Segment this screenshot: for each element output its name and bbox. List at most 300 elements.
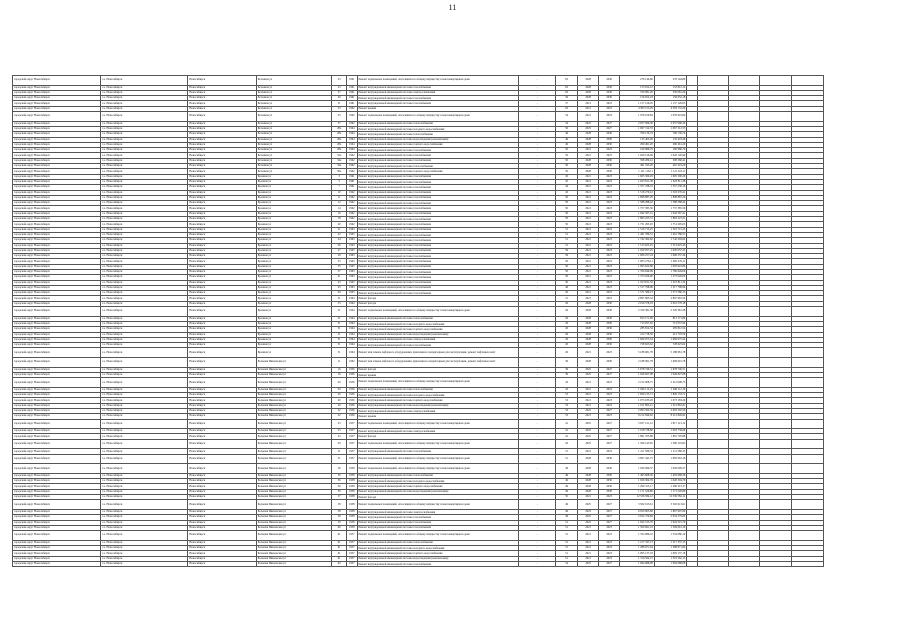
build-year-cell: 1956 [347,387,358,392]
fund-cost-cell: 1 519 715,25 [654,227,687,232]
start-year-cell: 2021 [578,348,599,358]
district-cell: г.о. Новосибирск [101,158,188,163]
dash-cell: - [519,206,556,211]
work-type-cell: Ремонт крыши [357,106,519,111]
total-cost-cell: 1 557 238,16 [620,185,655,190]
total-cost-cell: 285 812,54 [620,327,655,332]
wear-percent-cell: 42 [556,439,578,449]
dash-cell: - [519,248,556,253]
house-number-cell: 7 [332,185,347,190]
start-year-cell: 2021 [578,232,599,237]
end-year-cell: 2030 [599,473,620,478]
empty-cell [697,419,729,429]
dash-cell: - [519,367,556,372]
municipality-cell: городской округ Новосибирск [13,90,101,95]
street-cell: Большая Ивановская ул [256,531,332,541]
end-year-cell: 2023 [599,378,620,388]
street-cell: Большая Ивановская ул [256,403,332,408]
district-cell: г.о. Новосибирск [101,419,188,429]
street-cell: Бронная ул [256,227,332,232]
street-cell: Большая Ивановская ул [256,479,332,484]
house-number-cell: 22 [332,414,347,419]
house-number-cell: 10 [332,190,347,195]
city-cell: Новосибирск [188,343,256,348]
city-cell: Новосибирск [188,393,256,398]
total-cost-cell: 5 188 681,78 [620,348,655,358]
city-cell: Новосибирск [188,372,256,377]
municipality-cell: городской округ Новосибирск [13,185,101,190]
start-year-cell: 2021 [578,291,599,296]
district-cell: г.о. Новосибирск [101,520,188,525]
end-year-cell: 2023 [599,185,620,190]
empty-cell [697,307,729,317]
house-number-cell: 61 [332,546,347,551]
start-year-cell: 2021 [578,387,599,392]
dash-cell: - [519,387,556,392]
street-cell: Большая Ивановская ул [256,520,332,525]
street-cell: Бетонная ул [256,169,332,174]
house-number-cell: 51 [332,348,347,358]
build-year-cell: 1962 [347,222,358,227]
start-year-cell: 2028 [578,321,599,326]
build-year-cell: 1962 [347,358,358,368]
total-cost-cell: 1 517 798,96 [620,285,655,290]
municipality-cell: городской округ Новосибирск [13,280,101,285]
start-year-cell: 2021 [578,264,599,269]
municipality-cell: городской округ Новосибирск [13,479,101,484]
fund-cost-cell: 790 139,74 [654,132,687,137]
house-number-cell: 28а [332,148,347,153]
municipality-cell: городской округ Новосибирск [13,269,101,274]
fund-cost-cell: 2 057 996,30 [654,121,687,126]
district-cell: г.о. Новосибирск [101,316,188,321]
dash-cell: - [519,454,556,464]
work-type-cell: Ремонт внутридомовой инженерной системы газоснабжения [357,148,519,153]
city-cell: Новосибирск [188,76,256,86]
district-cell: г.о. Новосибирск [101,561,188,566]
total-cost-cell: 1 354 080,10 [620,531,655,541]
house-number-cell: 51 [332,307,347,317]
empty-cell [687,112,698,122]
house-number-cell: 28а [332,137,347,142]
empty-cell [759,464,792,474]
house-number-cell: 34а [332,158,347,163]
district-cell: г.о. Новосибирск [101,348,188,358]
house-number-cell: 20 [332,222,347,227]
dash-cell: - [519,429,556,434]
work-type-cell: Ремонт внутридомовой инженерной системы горячего водоснабжения [357,169,519,174]
dash-cell: - [519,307,556,317]
wear-percent-cell: 26 [556,321,578,326]
total-cost-cell: 598 280,41 [620,158,655,163]
district-cell: г.о. Новосибирск [101,403,188,408]
street-cell: Бронная ул [256,316,332,321]
fund-cost-cell: 728 625,62 [654,343,687,348]
wear-percent-cell: 51 [556,551,578,556]
build-year-cell: 1964 [347,327,358,332]
empty-cell [729,419,759,429]
house-number-cell: 11 [332,358,347,368]
city-cell: Новосибирск [188,337,256,342]
end-year-cell: 2023 [599,525,620,530]
municipality-cell: городской округ Новосибирск [13,264,101,269]
build-year-cell: 1963 [347,254,358,259]
start-year-cell: 2021 [578,217,599,222]
build-year-cell: 1964 [347,142,358,147]
municipality-cell: городской округ Новосибирск [13,520,101,525]
total-cost-cell: 1 006 257,24 [620,254,655,259]
start-year-cell: 2028 [578,142,599,147]
end-year-cell: 2023 [599,195,620,200]
empty-cell [759,439,792,449]
house-number-cell: 29 [332,96,347,101]
municipality-cell: городской округ Новосибирск [13,473,101,478]
end-year-cell: 2027 [599,561,620,566]
build-year-cell: 1956 [347,367,358,372]
dash-cell: - [519,393,556,398]
house-number-cell: 29 [332,254,347,259]
municipality-cell: городской округ Новосибирск [13,85,101,90]
start-year-cell: 2021 [578,398,599,403]
wear-percent-cell: 51 [556,232,578,237]
district-cell: г.о. Новосибирск [101,464,188,474]
city-cell: Новосибирск [188,201,256,206]
dash-cell: - [519,434,556,439]
work-type-cell: Ремонт подвальных помещений, относящихся к общему имуществу в многоквартирном доме [357,439,519,449]
dash-cell: - [519,489,556,494]
end-year-cell: 2030 [599,158,620,163]
total-cost-cell: 1 290 313,17 [620,484,655,489]
city-cell: Новосибирск [188,90,256,95]
dash-cell: - [519,185,556,190]
wear-percent-cell: 43 [556,378,578,388]
empty-cell [729,348,759,358]
wear-percent-cell: 51 [556,531,578,541]
house-number-cell: 59 [332,520,347,525]
fund-cost-cell: 1 590 143,65 [654,439,687,449]
fund-cost-cell: 3 502 913,61 [654,500,687,510]
build-year-cell: 1964 [347,126,358,131]
end-year-cell: 2030 [599,321,620,326]
wear-percent-cell: 57 [556,101,578,106]
city-cell: Новосибирск [188,211,256,216]
city-cell: Новосибирск [188,96,256,101]
end-year-cell: 2023 [599,106,620,111]
city-cell: Новосибирск [188,126,256,131]
end-year-cell: 2023 [599,227,620,232]
start-year-cell: 2021 [578,106,599,111]
total-cost-cell: 1 018 738,60 [620,429,655,434]
district-cell: г.о. Новосибирск [101,217,188,222]
wear-percent-cell: 51 [556,546,578,551]
fund-cost-cell: 2 897 963,54 [654,296,687,301]
table-row [13,464,824,474]
district-cell: г.о. Новосибирск [101,190,188,195]
total-cost-cell: 1 217 337,13 [620,540,655,545]
empty-cell [697,439,729,449]
street-cell: Большая Ивановская ул [256,378,332,388]
street-cell: Бронная ул [256,190,332,195]
municipality-cell: городской округ Новосибирск [13,164,101,169]
wear-percent-cell: 50 [556,158,578,163]
fund-cost-cell: 12 536 584,12 [654,495,687,500]
work-type-cell: Ремонт внутридомовой инженерной системы газоснабжения [357,243,519,248]
city-cell: Новосибирск [188,296,256,301]
build-year-cell: 1957 [347,454,358,464]
end-year-cell: 2030 [599,464,620,474]
street-cell: Большая Ивановская ул [256,484,332,489]
street-cell: Большая Ивановская ул [256,367,332,372]
build-year-cell: 1961 [347,85,358,90]
dash-cell: - [519,495,556,500]
house-number-cell: 12 [332,201,347,206]
total-cost-cell: 1 571 580,13 [620,291,655,296]
district-cell: г.о. Новосибирск [101,232,188,237]
district-cell: г.о. Новосибирск [101,556,188,561]
district-cell: г.о. Новосибирск [101,243,188,248]
dash-cell: - [519,449,556,454]
start-year-cell: 2028 [578,358,599,368]
wear-percent-cell: 45 [556,190,578,195]
wear-percent-cell: 54 [556,112,578,122]
empty-cell [687,500,698,510]
empty-cell [687,531,698,541]
fund-cost-cell: 1 867 907,60 [654,509,687,514]
fund-cost-cell: 1 067 312,53 [654,126,687,131]
fund-cost-cell: 1 557 238,16 [654,185,687,190]
house-number-cell: 20 [332,398,347,403]
empty-cell [792,531,824,541]
total-cost-cell: 153 812,12 [620,85,655,90]
fund-cost-cell: 285 812,54 [654,327,687,332]
total-cost-cell: 1 588 288,42 [620,201,655,206]
street-cell: Бронная ул [256,307,332,317]
work-type-cell: Ремонт подвальных помещений, относящихся к общему имуществу в многоквартирном доме [357,76,519,86]
street-cell: Бронная ул [256,269,332,274]
total-cost-cell: 728 625,62 [620,343,655,348]
build-year-cell: 1964 [347,343,358,348]
wear-percent-cell: 49 [556,515,578,520]
work-type-cell: Ремонт крыши [357,372,519,377]
end-year-cell: 2023 [599,190,620,195]
empty-cell [697,464,729,474]
municipality-cell: городской округ Новосибирск [13,254,101,259]
work-type-cell: Ремонт внутридомовой инженерной системы газоснабжения [357,248,519,253]
street-cell: Бронная ул [256,179,332,184]
end-year-cell: 2027 [599,121,620,126]
dash-cell: - [519,238,556,243]
district-cell: г.о. Новосибирск [101,515,188,520]
city-cell: Новосибирск [188,403,256,408]
municipality-cell: городской округ Новосибирск [13,291,101,296]
dash-cell: - [519,546,556,551]
house-number-cell: 37 [332,269,347,274]
wear-percent-cell: 53 [556,409,578,414]
city-cell: Новосибирск [188,316,256,321]
fund-cost-cell: 1 064 688,08 [654,561,687,566]
house-number-cell: 16 [332,211,347,216]
dash-cell: - [519,90,556,95]
fund-cost-cell: 1 354 080,10 [654,531,687,541]
total-cost-cell: 2 188 091,78 [620,358,655,368]
fund-cost-cell: 1 121 118,11 [654,169,687,174]
fund-cost-cell: 212 718,50 [654,332,687,337]
wear-percent-cell: 59 [556,254,578,259]
empty-cell [759,454,792,464]
house-number-cell: 23 [332,419,347,429]
city-cell: Новосибирск [188,307,256,317]
fund-cost-cell: 1 020 126,99 [654,153,687,158]
wear-percent-cell: 53 [556,398,578,403]
municipality-cell: городской округ Новосибирск [13,307,101,317]
street-cell: Большая Ивановская ул [256,561,332,566]
total-cost-cell: 2 054 379,69 [620,515,655,520]
start-year-cell: 2021 [578,206,599,211]
work-type-cell: Ремонт внутридомовой инженерной системы холодного водоснабжения [357,479,519,484]
street-cell: Большая Ивановская ул [256,473,332,478]
street-cell: Бронная ул [256,174,332,179]
house-number-cell: 18 [332,217,347,222]
dash-cell: - [519,285,556,290]
wear-percent-cell: 49 [556,464,578,474]
end-year-cell: 2023 [599,296,620,301]
dash-cell: - [519,101,556,106]
empty-cell [792,358,824,368]
district-cell: г.о. Новосибирск [101,227,188,232]
total-cost-cell: 1 171 526,80 [620,489,655,494]
build-year-cell: 1964 [347,296,358,301]
build-year-cell: 1961 [347,101,358,106]
empty-cell [729,464,759,474]
start-year-cell: 2025 [578,419,599,429]
empty-cell [687,358,698,368]
dash-cell: - [519,169,556,174]
work-type-cell: Ремонт внутридомовой инженерной системы электроснабжения [357,409,519,414]
house-number-cell: 24 [332,238,347,243]
total-cost-cell: 1 121 118,11 [620,169,655,174]
city-cell: Новосибирск [188,179,256,184]
city-cell: Новосибирск [188,531,256,541]
wear-percent-cell: 39 [556,372,578,377]
build-year-cell: 1957 [347,551,358,556]
fund-cost-cell: 1 217 337,13 [654,540,687,545]
district-cell: г.о. Новосибирск [101,434,188,439]
build-year-cell: 1961 [347,96,358,101]
house-number-cell: 20 [332,403,347,408]
dash-cell: - [519,76,556,86]
dash-cell: - [519,121,556,126]
start-year-cell: 2025 [578,434,599,439]
house-number-cell: 32а [332,153,347,158]
city-cell: Новосибирск [188,206,256,211]
work-type-cell: Ремонт подвальных помещений, относящихся к общему имуществу в многоквартирном доме [357,464,519,474]
build-year-cell: 1964 [347,307,358,317]
dash-cell: - [519,337,556,342]
empty-cell [729,307,759,317]
build-year-cell: 1963 [347,264,358,269]
house-number-cell: 61 [332,556,347,561]
total-cost-cell: 276 144,80 [620,76,655,86]
street-cell: Бетонная ул [256,76,332,86]
municipality-cell: городской округ Новосибирск [13,449,101,454]
work-type-cell: Ремонт внутридомовой инженерной системы горячего водоснабжения [357,327,519,332]
wear-percent-cell: 49 [556,473,578,478]
dash-cell: - [519,126,556,131]
dash-cell: - [519,232,556,237]
build-year-cell: 1963 [347,259,358,264]
district-cell: г.о. Новосибирск [101,387,188,392]
build-year-cell: 1958 [347,520,358,525]
work-type-cell: Ремонт внутридомовой инженерной системы холодного водоснабжения [357,321,519,326]
total-cost-cell: 550 081,26 [620,90,655,95]
work-type-cell: Ремонт внутридомовой инженерной системы газоснабжения [357,275,519,280]
city-cell: Новосибирск [188,101,256,106]
build-year-cell: 1956 [347,409,358,414]
wear-percent-cell: 49 [556,500,578,510]
dash-cell: - [519,211,556,216]
end-year-cell: 2023 [599,387,620,392]
empty-cell [729,378,759,388]
municipality-cell: городской округ Новосибирск [13,367,101,372]
empty-cell [759,419,792,429]
empty-cell [759,112,792,122]
dash-cell: - [519,137,556,142]
city-cell: Новосибирск [188,254,256,259]
house-number-cell: 37 [332,121,347,126]
build-year-cell: 1958 [347,464,358,474]
start-year-cell: 2021 [578,525,599,530]
build-year-cell: 1956 [347,414,358,419]
wear-percent-cell: 53 [556,414,578,419]
house-number-cell: 51 [332,296,347,301]
start-year-cell: 2028 [578,96,599,101]
street-cell: Бронная ул [256,259,332,264]
district-cell: г.о. Новосибирск [101,540,188,545]
municipality-cell: городской округ Новосибирск [13,372,101,377]
street-cell: Большая Ивановская ул [256,464,332,474]
city-cell: Новосибирск [188,137,256,142]
total-cost-cell: 1 605 276,11 [620,259,655,264]
start-year-cell: 2028 [578,454,599,464]
start-year-cell: 2021 [578,556,599,561]
city-cell: Новосибирск [188,164,256,169]
total-cost-cell: 6 950 903,60 [620,509,655,514]
build-year-cell: 1963 [347,243,358,248]
start-year-cell: 2021 [578,280,599,285]
dash-cell: - [519,409,556,414]
dash-cell: - [519,343,556,348]
build-year-cell: 1964 [347,301,358,306]
total-cost-cell: 790 139,74 [620,132,655,137]
total-cost-cell: 12 536 584,12 [620,495,655,500]
house-number-cell: 61 [332,540,347,545]
total-cost-cell: 1 076 919,84 [620,112,655,122]
fund-cost-cell: 1 926 827,08 [654,372,687,377]
fund-cost-cell: 290 461,20 [654,142,687,147]
work-type-cell: Ремонт подвальных помещений, относящихся к общему имуществу в многоквартирном доме [357,454,519,464]
house-number-cell: 61 [332,551,347,556]
work-type-cell: Ремонт внутридомовой инженерной системы газоснабжения [357,259,519,264]
wear-percent-cell: 49 [556,137,578,142]
build-year-cell: 1962 [347,158,358,163]
street-cell: Бронная ул [256,337,332,342]
empty-cell [687,464,698,474]
wear-percent-cell: 26 [556,301,578,306]
municipality-cell: городской округ Новосибирск [13,378,101,388]
build-year-cell: 1958 [347,473,358,478]
municipality-cell: городской округ Новосибирск [13,434,101,439]
build-year-cell: 1962 [347,164,358,169]
